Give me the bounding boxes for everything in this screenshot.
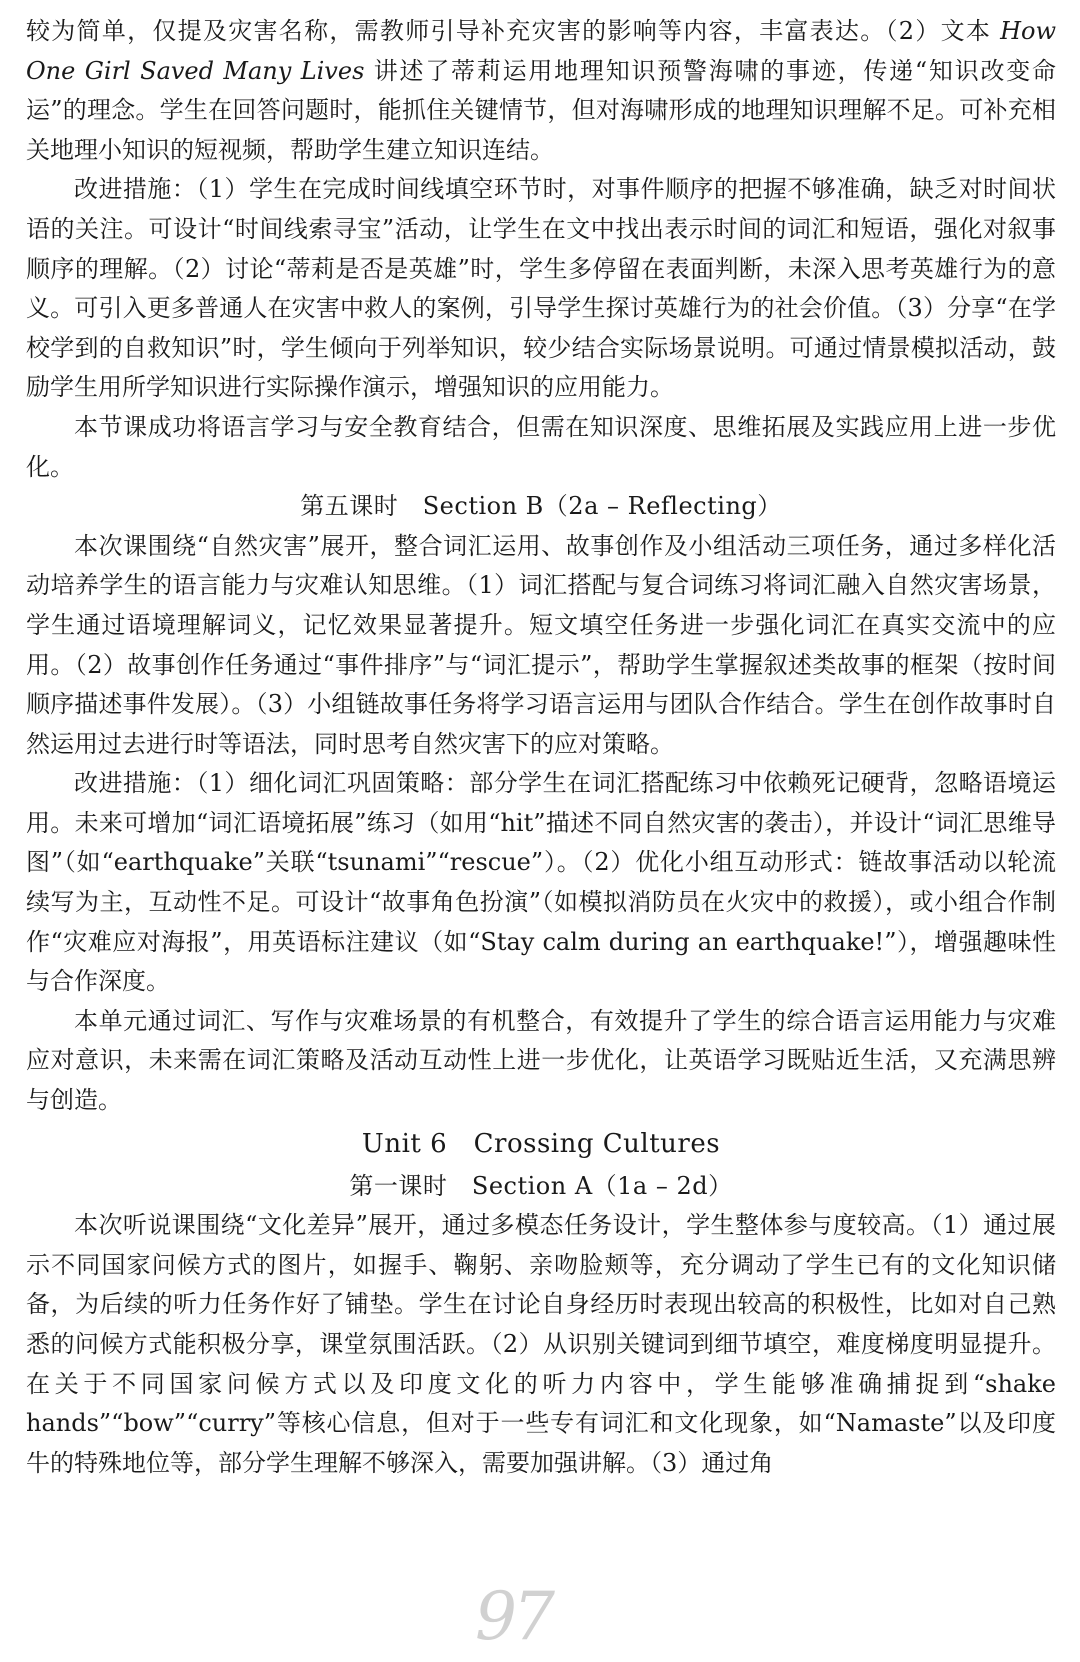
text-title: How One Girl Saved Many Lives xyxy=(26,17,1056,85)
section-heading-lesson-5: 第五课时 Section B（2a – Reflecting） xyxy=(300,492,782,521)
document-page xyxy=(26,12,1056,1483)
paragraph-text: 较为简单，仅提及灾害名称，需教师引导补充灾害的影响等内容，丰富表达。（2）文本 xyxy=(26,17,1001,45)
paragraph-lesson-5-improvements: 改进措施：（1）细化词汇巩固策略：部分学生在词汇搭配练习中依赖死记硬背，忽略语境运用。未来可增加“词汇语境拓展”练习（如用“hit”描述不同自然灾害的袭击），并设计“词汇思维导图”（如“earthquake”关联“tsunami”“rescue”）。（2）优化小组互动形式：链故事活动以轮流续写为主，互动性不足。可设计“故事角色扮演”（如模拟消防员在火灾中的救援），或小组合作制作“灾难应对海报”，用英语标注建议（如“Stay calm during an earthquake!”），增强趣味性与合作深度。 xyxy=(26,769,1056,996)
page-number-watermark: 97 xyxy=(475,1578,551,1655)
section-heading-lesson-1: 第一课时 Section A（1a – 2d） xyxy=(349,1171,733,1200)
paragraph-improvement-measures: 改进措施：（1）学生在完成时间线填空环节时，对事件顺序的把握不够准确，缺乏对时间状语的关注。可设计“时间线索寻宝”活动，让学生在文中找出表示时间的词汇和短语，强化对叙事顺序的理解。（2）讨论“蒂莉是否是英雄”时，学生多停留在表面判断，未深入思考英雄行为的意义。可引入更多普通人在灾害中救人的案例，引导学生探讨英雄行为的社会价值。（3）分享“在学校学到的自救知识”时，学生倾向于列举知识，较少结合实际场景说明。可通过情景模拟活动，鼓励学生用所学知识进行实际操作演示，增强知识的应用能力。 xyxy=(26,175,1056,402)
paragraph-lesson-5-overview: 本次课围绕“自然灾害”展开，整合词汇运用、故事创作及小组活动三项任务，通过多样化活动培养学生的语言能力与灾难认知思维。（1）词汇搭配与复合词练习将词汇融入自然灾害场景，学生通过语境理解词义，记忆效果显著提升。短文填空任务进一步强化词汇在真实交流中的应用。（2）故事创作任务通过“事件排序”与“词汇提示”，帮助学生掌握叙述类故事的框架（按时间顺序描述事件发展）。（3）小组链故事任务将学习语言运用与团队合作结合。学生在创作故事时自然运用过去进行时等语法，同时思考自然灾害下的应对策略。 xyxy=(26,531,1056,758)
unit-title: Unit 6 Crossing Cultures xyxy=(361,1128,721,1159)
paragraph-lesson-summary: 本节课成功将语言学习与安全教育结合，但需在知识深度、思维拓展及实践应用上进一步优化。 xyxy=(26,412,1056,481)
paragraph-unit-summary: 本单元通过词汇、写作与灾难场景的有机整合，有效提升了学生的综合语言运用能力与灾难应对意识，未来需在词汇策略及活动互动性上进一步优化，让英语学习既贴近生活，又充满思辨与创造。 xyxy=(26,1006,1056,1115)
paragraph-tsunami-text xyxy=(26,12,1056,170)
paragraph-lesson-1-overview: 本次听说课围绕“文化差异”展开，通过多模态任务设计，学生整体参与度较高。（1）通过展示不同国家问候方式的图片，如握手、鞠躬、亲吻脸颊等，充分调动了学生已有的文化知识储备，为后续的听力任务作好了铺垫。学生在讨论自身经历时表现出较高的积极性，比如对自己熟悉的问候方式能积极分享，课堂氛围活跃。（2）从识别关键词到细节填空，难度梯度明显提升。在关于不同国家问候方式以及印度文化的听力内容中，学生能够准确捕捉到“shake hands”“bow”“curry”等核心信息，但对于一些专有词汇和文化现象，如“Namaste”以及印度牛的特殊地位等，部分学生理解不够深入，需要加强讲解。（3）通过角 xyxy=(26,1211,1056,1477)
paragraph-text: 讲述了蒂莉运用地理知识预警海啸的事迹，传递“知识改变命运”的理念。学生在回答问题时，能抓住关键情节，但对海啸形成的地理知识理解不足。可补充相关地理小知识的短视频，帮助学生建立知识连结。 xyxy=(26,56,1056,164)
